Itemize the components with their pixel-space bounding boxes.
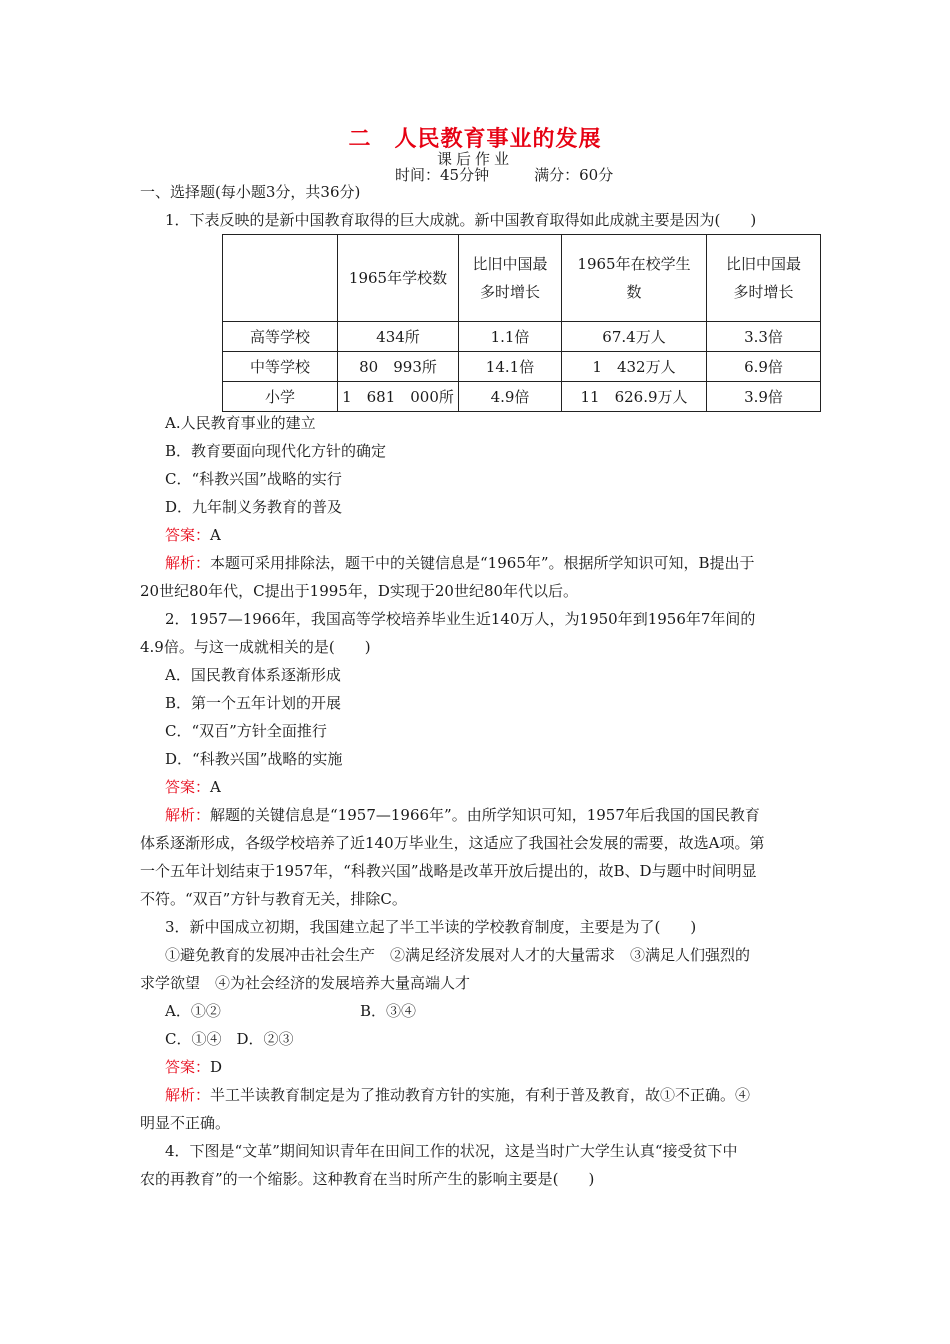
q2-answer (165, 776, 865, 797)
analysis-text: 解题的关键信息是“1957—1966年”。由所学知识可知，1957年后我国的国民教育 (210, 806, 760, 824)
table-row (223, 352, 821, 382)
table-cell: 80 993所 (338, 352, 459, 382)
analysis-label: 解析： (165, 806, 211, 824)
q3-option-b: B．③④ (360, 1002, 417, 1020)
table-cell: 小学 (223, 382, 338, 412)
q2-option-b: B．第一个五年计划的开展 (165, 694, 342, 712)
table-cell: 6.9倍 (707, 352, 821, 382)
table-cell: 3.3倍 (707, 322, 821, 352)
table-cell: 1.1倍 (459, 322, 562, 352)
q4-stem: 4．下图是“文革”期间知识青年在田间工作的状况，这是当时广大学生认真“接受贫下中 (165, 1142, 738, 1160)
q2-option-c: C．“双百”方针全面推行 (165, 722, 327, 740)
answer-label: 答案： (165, 778, 211, 796)
q3-items: ①避免教育的发展冲击社会生产 ②满足经济发展对人才的大量需求 ③满足人们强烈的 (165, 946, 751, 964)
q2-analysis-cont: 体系逐渐形成，各级学校培养了近140万毕业生，这适应了我国社会发展的需要，故选A项。第 (140, 834, 765, 852)
table-header-cell (223, 235, 338, 322)
table-cell: 11 626.9万人 (562, 382, 707, 412)
table-cell: 14.1倍 (459, 352, 562, 382)
answer-value: A (210, 526, 221, 544)
page-subtitle: 课后作业 (436, 150, 513, 168)
section-title: 一、选择题(每小题3分，共36分) (140, 183, 361, 201)
analysis-label: 解析： (165, 1086, 211, 1104)
q3-answer (165, 1056, 865, 1077)
q2-analysis-cont: 一个五年计划结束于1957年，“科教兴国”战略是改革开放后提出的，故B、D与题中时间明显 (140, 862, 757, 880)
table-header-row (223, 235, 821, 322)
table-cell: 4.9倍 (459, 382, 562, 412)
q3-stem: 3．新中国成立初期，我国建立起了半工半读的学校教育制度，主要是为了( ) (165, 918, 697, 936)
q2-stem: 2．1957—1966年，我国高等学校培养毕业生近140万人，为1950年到1956年7年间的 (165, 610, 756, 628)
table-header-cell: 1965年在校学生数 (562, 235, 707, 322)
q1-option-d: D．九年制义务教育的普及 (165, 498, 343, 516)
table-cell: 3.9倍 (707, 382, 821, 412)
q2-analysis (165, 804, 865, 825)
table-cell: 434所 (338, 322, 459, 352)
q1-analysis-cont: 20世纪80年代，C提出于1995年，D实现于20世纪80年代以后。 (140, 582, 579, 600)
answer-value: D (210, 1058, 223, 1076)
table-header-cell: 1965年学校数 (338, 235, 459, 322)
q3-option-a: A．①② (165, 1002, 221, 1020)
q1-stem: 1．下表反映的是新中国教育取得的巨大成就。新中国教育取得如此成就主要是因为( ) (165, 211, 757, 229)
education-table (222, 234, 821, 412)
table-cell: 中等学校 (223, 352, 338, 382)
time-label: 时间：45分钟 (395, 166, 490, 184)
table-header-cell: 比旧中国最多时增长 (459, 235, 562, 322)
q1-answer (165, 524, 865, 545)
q3-items-cont: 求学欲望 ④为社会经济的发展培养大量高端人才 (140, 974, 471, 992)
table-header-cell: 比旧中国最多时增长 (707, 235, 821, 322)
table-cell: 1 681 000所 (338, 382, 459, 412)
answer-label: 答案： (165, 526, 211, 544)
q1-analysis (165, 552, 865, 573)
analysis-text: 半工半读教育制定是为了推动教育方针的实施，有利于普及教育，故①不正确。④ (210, 1086, 751, 1104)
q3-analysis-cont: 明显不正确。 (140, 1114, 231, 1132)
time-score-line (395, 164, 613, 185)
q2-option-a: A．国民教育体系逐渐形成 (165, 666, 341, 684)
answer-label: 答案： (165, 1058, 211, 1076)
q3-analysis (165, 1084, 865, 1105)
q2-analysis-cont: 不符。“双百”方针与教育无关，排除C。 (140, 890, 407, 908)
q3-option-cd: C．①④ D．②③ (165, 1030, 294, 1048)
q1-option-b: B．教育要面向现代化方针的确定 (165, 442, 387, 460)
answer-value: A (210, 778, 221, 796)
q2-option-d: D．“科教兴国”战略的实施 (165, 750, 343, 768)
analysis-text: 本题可采用排除法，题干中的关键信息是“1965年”。根据所学知识可知，B提出于 (210, 554, 755, 572)
table-cell: 高等学校 (223, 322, 338, 352)
score-label: 满分：60分 (534, 166, 614, 184)
analysis-label: 解析： (165, 554, 211, 572)
q4-stem-cont: 农的再教育”的一个缩影。这种教育在当时所产生的影响主要是( ) (140, 1170, 595, 1188)
q1-option-a: A.人民教育事业的建立 (165, 414, 316, 432)
q1-option-c: C．“科教兴国”战略的实行 (165, 470, 342, 488)
table-row (223, 322, 821, 352)
page-title: 二 人民教育事业的发展 (348, 126, 602, 152)
table-row (223, 382, 821, 412)
table-cell: 1 432万人 (562, 352, 707, 382)
table-cell: 67.4万人 (562, 322, 707, 352)
q2-stem-cont: 4.9倍。与这一成就相关的是( ) (140, 638, 371, 656)
